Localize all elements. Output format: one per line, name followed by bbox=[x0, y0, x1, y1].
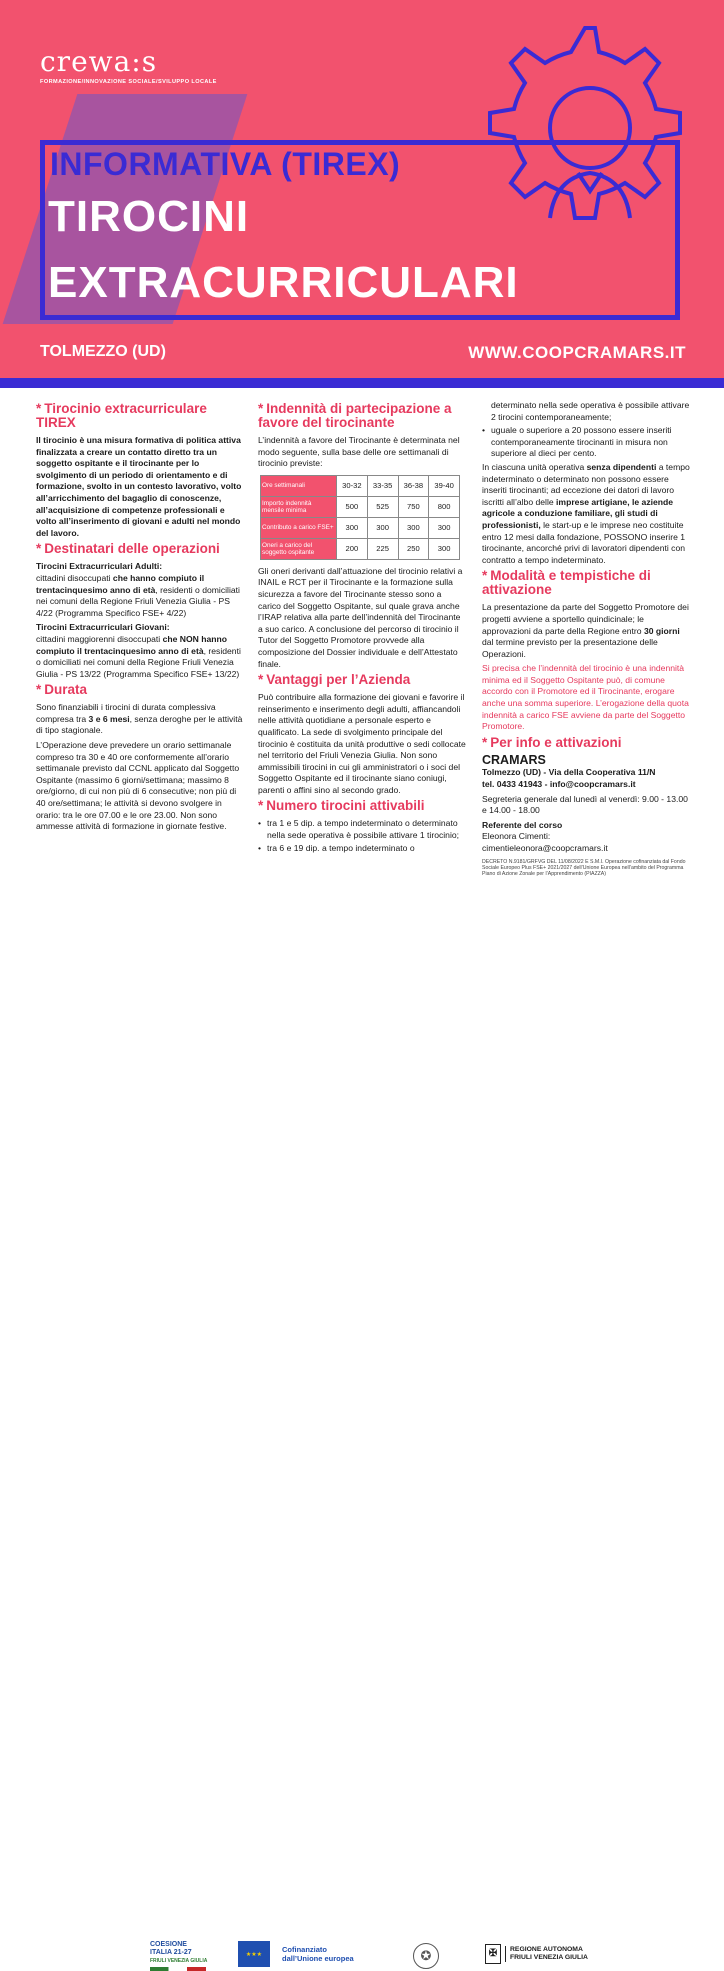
table-cell: 36-38 bbox=[398, 475, 429, 496]
table-cell: 39-40 bbox=[429, 475, 460, 496]
coesione-line2: ITALIA 21-27 bbox=[150, 1949, 192, 1956]
table-cell: 300 bbox=[429, 517, 460, 538]
table-cell: 300 bbox=[429, 538, 460, 559]
decree-note: DECRETO N.9181/GRFVG DEL 11/08/2022 E S.M.I. Operazione cofinanziata dal Fondo Sociale Europeo Plus FSE+ 2021/2027 dell’Unione Europea nell’ambito del Programma Piano di Azione Zonale per l’Apprendimento (PIAZZA) bbox=[482, 858, 686, 877]
segreteria-hours: Segreteria generale dal lunedì al venerdì: 9.00 - 13.00 e 14.00 - 18.00 bbox=[482, 793, 688, 816]
italian-republic-emblem-icon: ✪ bbox=[413, 1943, 439, 1969]
org-name: CRAMARS bbox=[482, 752, 546, 767]
table-cell: 750 bbox=[398, 496, 429, 517]
table-row bbox=[261, 475, 460, 496]
referente-email[interactable]: cimentieleonora@coopcramars.it bbox=[482, 843, 608, 853]
adulti-block: Tirocini Extracurriculari Adulti: cittadini disoccupati che hanno compiuto il trentacinquesimo anno di età, residenti o domiciliati nei comuni della Regione Friuli Venezia Giulia - PS 4/22 (Programma Specifico FSE+ 4/22) bbox=[36, 561, 240, 618]
heading-numero-tirocini: * Numero tirocini attivabili bbox=[258, 798, 425, 814]
list-item: • tra 1 e 5 dip. a tempo indeterminato o determinato nella sede operativa è possibile attivare 1 tirocinio; bbox=[258, 818, 466, 841]
list-continuation: determinato nella sede operativa è possibile attivare 2 tirocini contemporaneamente; bbox=[491, 400, 690, 422]
column-left bbox=[36, 400, 246, 836]
list-item: • tra 6 e 19 dip. a tempo indeterminato o bbox=[258, 843, 466, 855]
table-cell: 250 bbox=[398, 538, 429, 559]
modalita-text: La presentazione da parte del Soggetto Promotore dei progetti avviene a sportello quindicinale; le approvazioni da parte della Regione entro 30 giorni dal termine previsto per la presentazione delle Operazioni. bbox=[482, 602, 689, 659]
eagle-crest-icon: ✠ bbox=[485, 1944, 501, 1964]
vantaggi-text: Può contribuire alla formazione dei giovani e favorire il reinserimento e inserimento degli adulti, affiancandoli nelle attività quotidiane a personale esperto e qualificato. La sede di svolgimento principale del tirocinio è costituita da unità produttive o sedi collocate nel territorio del Friuli Venezia Giulia. Non sono ammissibili tirocini in cui gli amministratori o i soci del Soggetto Ospitante ed il tirocinante siano coniugi, parenti o affini sino al secondo grado. bbox=[258, 692, 466, 795]
table-cell: 800 bbox=[429, 496, 460, 517]
table-row-label: Contributo a carico FSE+ bbox=[261, 517, 337, 538]
tirocini-list bbox=[258, 818, 466, 854]
oneri-text: Gli oneri derivanti dall’attuazione del tirocinio relativi a INAIL e RCT per il Tirocinante e la formazione sulla sicurezza a favore del Tirocinante stesso sono a carico del Soggetto Ospitante, sul quale grava anche l’IRAP relativa alla parte dell’indennità del Tirocinante a suo carico. A conclusione del percorso di tirocinio il Tutor del Soggetto Promotore provvede alla composizione del Dossier individuale e dell’Attestato finale. bbox=[258, 565, 463, 669]
regione-text: REGIONE AUTONOMA FRIULI VENEZIA GIULIA bbox=[505, 1946, 588, 1962]
org-address: Tolmezzo (UD) - Via della Cooperativa 11/N bbox=[482, 767, 656, 778]
modalita-note: Si precisa che l’indennità del tirocinio è una indennità minima ed il Soggetto Ospitante può, di comune accordo con il Promotore ed il Tirocinante, erogare anche una somma superiore. L’erogazione della quota indennità a carico FSE avviene da parte del Soggetto Promotore. bbox=[482, 663, 689, 732]
heading-vantaggi: * Vantaggi per l’Azienda bbox=[258, 672, 411, 688]
table-cell: 500 bbox=[337, 496, 368, 517]
table-cell: 300 bbox=[367, 517, 398, 538]
list-item: • uguale o superiore a 20 possono essere inseriti contemporaneamente tirocinanti in misura non superiore al dieci per cento. bbox=[482, 425, 690, 460]
title-extracurriculari: EXTRACURRICULARI bbox=[48, 258, 519, 307]
regione-fvg-logo bbox=[485, 1944, 588, 1964]
coesione-line1: COESIONE bbox=[150, 1941, 187, 1948]
title-informativa: INFORMATIVA (TIREX) bbox=[50, 146, 401, 182]
eu-cofinanced-logo bbox=[238, 1941, 354, 1967]
blue-band bbox=[0, 378, 724, 388]
referente-title: Referente del corso bbox=[482, 819, 563, 830]
coesione-italia-logo bbox=[150, 1941, 212, 1971]
logo-word: crewa:s bbox=[40, 45, 158, 78]
footer-logos bbox=[0, 965, 724, 1964]
location-label: TOLMEZZO (UD) bbox=[40, 343, 166, 360]
durata-text: Sono finanziabili i tirocini di durata complessiva compresa tra 3 e 6 mesi, senza deroghe per le attività di tipo stagionale. bbox=[36, 702, 243, 736]
table-row bbox=[261, 496, 460, 517]
indennita-table bbox=[260, 475, 460, 560]
table-row bbox=[261, 538, 460, 559]
table-cell: 225 bbox=[367, 538, 398, 559]
table-row-label: Oneri a carico del soggetto ospitante bbox=[261, 538, 337, 559]
heading-info: * Per info e attivazioni bbox=[482, 734, 622, 750]
cramars-logo bbox=[40, 45, 217, 85]
column-right bbox=[482, 400, 690, 877]
table-cell: 300 bbox=[398, 517, 429, 538]
table-cell: 200 bbox=[337, 538, 368, 559]
table-row-label: Importo indennità mensile minima bbox=[261, 496, 337, 517]
unita-operativa-text: In ciascuna unità operativa senza dipendenti a tempo indeterminato o determinato non possono essere inseriti tirocinanti; ad eccezione dei datori di lavoro iscritti all’albo delle imprese artigiane, le aziende agricole a conduzione familiare, gli studi di professionisti, le start-up e le imprese neo costituite entro 12 mesi dalla fondazione, POSSONO inserire 1 tirocinante, ancorché privi di lavoratori dipendenti con contratto a tempo indeterminato. bbox=[482, 461, 690, 565]
table-cell: 30-32 bbox=[337, 475, 368, 496]
table-cell: 525 bbox=[367, 496, 398, 517]
tirocini-list-cont bbox=[482, 425, 690, 460]
heading-indennita: * Indennità di partecipazione a favore del tirocinante bbox=[258, 401, 452, 430]
giovani-block: Tirocini Extracurriculari Giovani: cittadini maggiorenni disoccupati che NON hanno compiuto il trentacinquesimo anno di età, residenti o domiciliati nei comuni della Regione Friuli Venezia Giulia - PS 13/22 (Programma Specifico FSE+ 13/22) bbox=[36, 622, 241, 679]
referente-name: Eleonora Cimenti: bbox=[482, 831, 551, 842]
table-row bbox=[261, 517, 460, 538]
table-row-label: Ore settimanali bbox=[261, 475, 337, 496]
heading-tirocinio: * Tirocinio extracurriculare TIREX bbox=[36, 401, 207, 430]
eu-text: Cofinanziato dall’Unione europea bbox=[282, 1945, 354, 1963]
intro-text: Il tirocinio è una misura formativa di politica attiva finalizzata a creare un contatto diretto tra un soggetto ospitante e il tirocinante per lo svolgimento di un periodo di orientamento e di formazione, svolto in un contesto lavorativo, volto all’arricchimento del bagaglio di conoscenze, all’acquisizione di competenze professionali e volto all’inserimento di giovani e adulti nel mondo del lavoro. bbox=[36, 435, 242, 538]
indennita-intro: L’indennità a favore del Tirocinante è determinata nel modo seguente, sulla base delle ore settimanali di tirocinio previste: bbox=[258, 435, 460, 469]
eu-flag-icon: ★★★ bbox=[238, 1941, 270, 1967]
durata-orario: L’Operazione deve prevedere un orario settimanale compreso tra 30 e 40 ore conformemente all’orario settimanale previsto dal CCNL applicato dal Soggetto Ospitante (massimo 6 giorni/settimana; massimo 8 ore/giorno, di cui non più di 6 consecutive; non più di 40 ore/settimana; le attività si devono svolgere in orario: tra le ore 07.00 e le ore 23.00. Non sono ammesse attività di formazione in giornate festive. bbox=[36, 740, 240, 832]
column-middle bbox=[258, 400, 466, 856]
org-contacts[interactable]: tel. 0433 41943 - info@coopcramars.it bbox=[482, 779, 636, 790]
heading-modalita: * Modalità e tempistiche di attivazione bbox=[482, 568, 651, 598]
heading-destinatari: * Destinatari delle operazioni bbox=[36, 541, 220, 557]
logo-tagline: FORMAZIONE/INNOVAZIONE SOCIALE/SVILUPPO LOCALE bbox=[40, 79, 217, 85]
hero-banner bbox=[0, 0, 724, 378]
table-cell: 300 bbox=[337, 517, 368, 538]
coesione-line3: FRIULI VENEZIA GIULIA bbox=[150, 1958, 208, 1964]
tricolor-bar bbox=[150, 1967, 206, 1971]
title-tirocini: TIROCINI bbox=[48, 192, 250, 241]
table-cell: 33-35 bbox=[367, 475, 398, 496]
heading-durata: * Durata bbox=[36, 682, 88, 698]
website-link[interactable]: WWW.COOPCRAMARS.IT bbox=[468, 343, 686, 362]
